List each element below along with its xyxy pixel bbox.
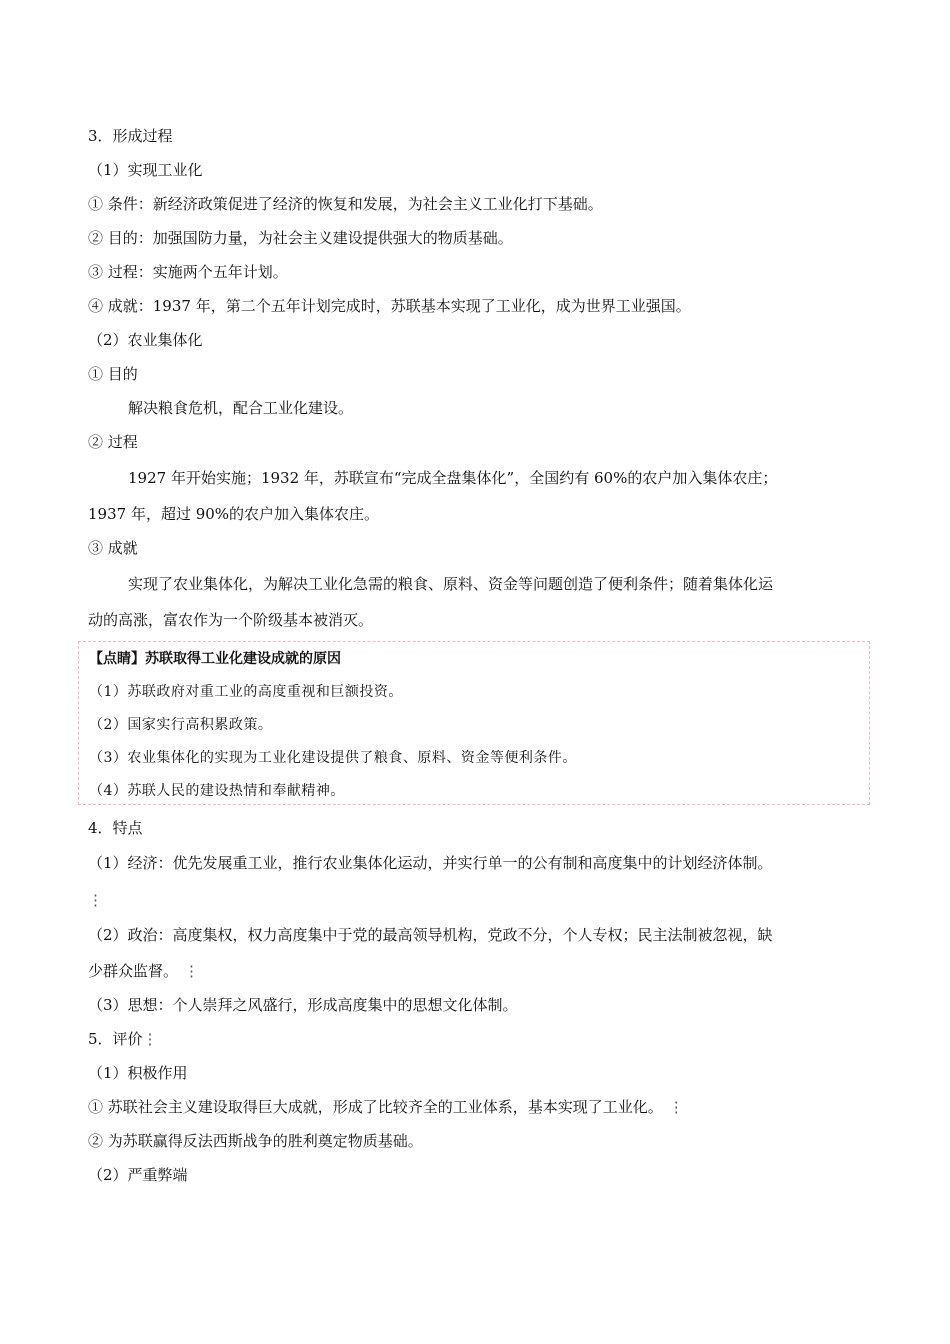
annotation-mark: ⋮ bbox=[88, 891, 103, 909]
feature-politics: （2）政治：高度集权，权力高度集中于党的最高领导机构，党政不分，个人专权；民主法制被忽视，缺 bbox=[88, 926, 773, 944]
section-5-heading-line bbox=[88, 1029, 158, 1049]
section-4-heading: 4．特点 bbox=[88, 819, 143, 837]
annotation-mark: ⋮ bbox=[668, 1098, 684, 1116]
feature-politics-cont bbox=[88, 961, 199, 981]
tip-item: （4）苏联人民的建设热情和奉献精神。 bbox=[89, 783, 345, 799]
industrialization-condition: ① 条件：新经济政策促进了经济的恢复和发展，为社会主义工业化打下基础。 bbox=[88, 195, 603, 213]
feature-politics-cont-text: 少群众监督。 bbox=[88, 962, 179, 980]
subsection-collectivization: （2）农业集体化 bbox=[88, 331, 203, 349]
collectivization-result-label: ③ 成就 bbox=[88, 539, 138, 557]
evaluation-positive-item-line bbox=[88, 1097, 684, 1117]
annotation-mark: ⋮ bbox=[184, 962, 200, 980]
feature-economy: （1）经济：优先发展重工业，推行农业集体化运动，并实行单一的公有制和高度集中的计划经济体制。 bbox=[88, 854, 773, 872]
annotation-mark: ⋮ bbox=[142, 1030, 158, 1048]
collectivization-result-text: 实现了农业集体化，为解决工业化急需的粮食、原料、资金等问题创造了便利条件；随着集体化运 bbox=[128, 575, 774, 593]
collectivization-result-text-cont: 动的高涨，富农作为一个阶级基本被消灭。 bbox=[88, 611, 374, 629]
evaluation-positive: （1）积极作用 bbox=[88, 1064, 188, 1082]
evaluation-positive-item-2: ② 为苏联赢得反法西斯战争的胜利奠定物质基础。 bbox=[88, 1132, 423, 1150]
collectivization-process-label: ② 过程 bbox=[88, 433, 138, 451]
collectivization-goal-label: ① 目的 bbox=[88, 365, 138, 383]
tip-box-title: 【点睛】苏联取得工业化建设成就的原因 bbox=[89, 651, 341, 667]
collectivization-process-text-cont: 1937 年，超过 90%的农户加入集体农庄。 bbox=[88, 505, 380, 523]
industrialization-achievement: ④ 成就：1937 年，第二个五年计划完成时，苏联基本实现了工业化，成为世界工业强国。 bbox=[88, 297, 691, 315]
tip-box bbox=[78, 641, 870, 805]
industrialization-goal: ② 目的：加强国防力量，为社会主义建设提供强大的物质基础。 bbox=[88, 229, 513, 247]
collectivization-process-text: 1927 年开始实施；1932 年，苏联宣布“完成全盘集体化”，全国约有 60%的农户加入集体农庄； bbox=[128, 469, 778, 487]
tip-item: （3）农业集体化的实现为工业化建设提供了粮食、原料、资金等便利条件。 bbox=[89, 750, 577, 766]
tip-item: （1）苏联政府对重工业的高度重视和巨额投资。 bbox=[89, 684, 403, 700]
feature-thought: （3）思想：个人崇拜之风盛行，形成高度集中的思想文化体制。 bbox=[88, 996, 518, 1014]
evaluation-positive-item: ① 苏联社会主义建设取得巨大成就，形成了比较齐全的工业体系，基本实现了工业化。 bbox=[88, 1098, 663, 1116]
industrialization-process: ③ 过程：实施两个五年计划。 bbox=[88, 263, 288, 281]
tip-item: （2）国家实行高积累政策。 bbox=[89, 717, 273, 733]
subsection-industrialization: （1）实现工业化 bbox=[88, 161, 203, 179]
section-3-heading: 3．形成过程 bbox=[88, 127, 173, 145]
evaluation-negative: （2）严重弊端 bbox=[88, 1166, 188, 1184]
collectivization-goal-text: 解决粮食危机，配合工业化建设。 bbox=[128, 399, 354, 417]
section-5-heading: 5．评价 bbox=[88, 1030, 143, 1048]
